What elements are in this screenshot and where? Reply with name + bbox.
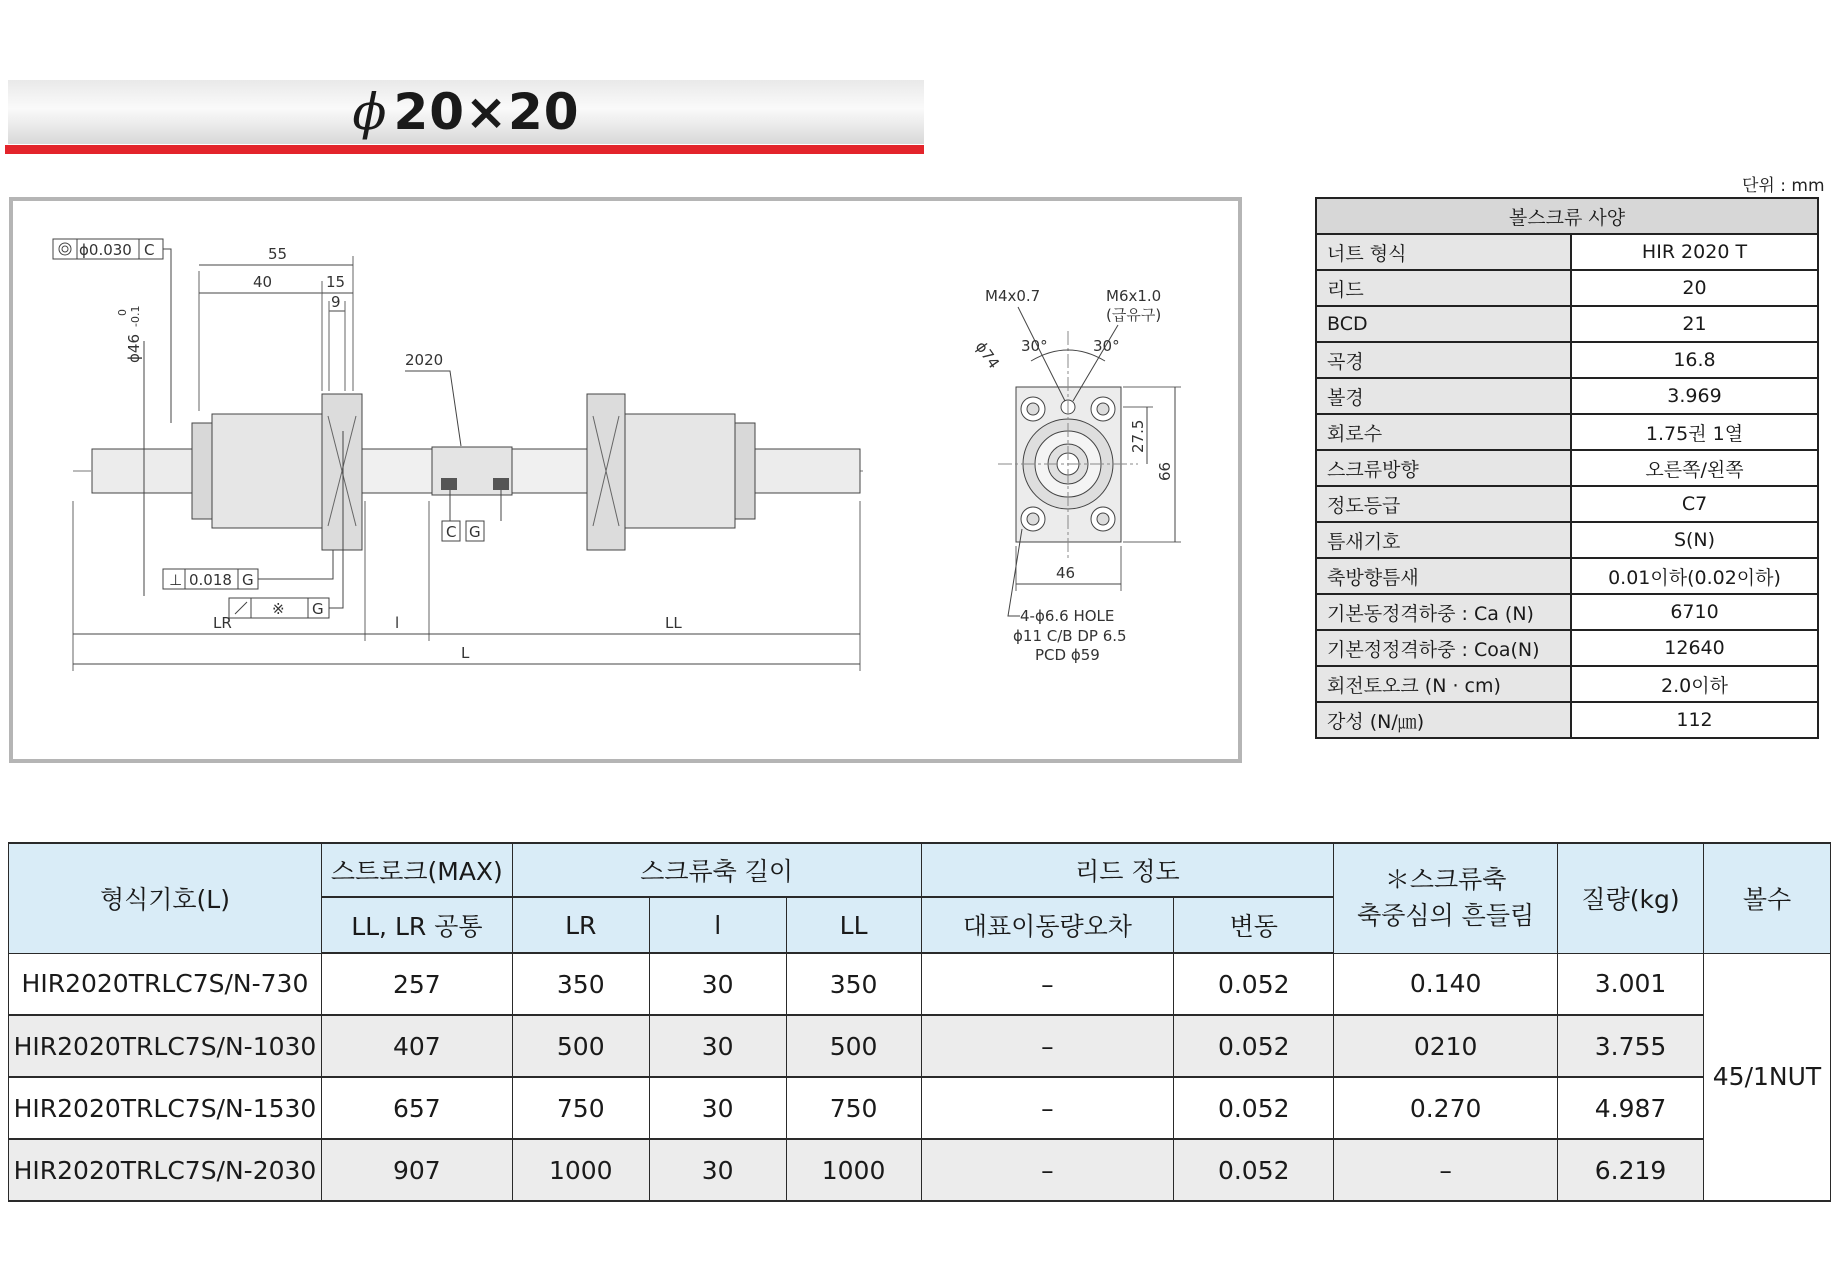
header-lead-accuracy: 리드 정도 <box>921 843 1334 897</box>
spec-row <box>1316 702 1818 738</box>
cell-mass: 6.219 <box>1558 1139 1704 1201</box>
svg-text:G: G <box>242 571 254 589</box>
model-table <box>8 842 1831 1202</box>
cell-ll: 500 <box>786 1015 921 1077</box>
title-underline <box>5 145 924 154</box>
svg-text:46: 46 <box>1056 564 1076 582</box>
title-text: 20×20 <box>393 83 580 141</box>
table-row <box>9 1139 1831 1201</box>
cell-l: 30 <box>649 1015 786 1077</box>
header-l: l <box>649 897 786 953</box>
svg-text:4-ϕ6.6 HOLE: 4-ϕ6.6 HOLE <box>1020 607 1115 625</box>
spec-rows <box>1316 234 1818 738</box>
spec-row <box>1316 450 1818 486</box>
svg-text:C: C <box>144 241 155 259</box>
drawing-svg <box>13 201 1238 759</box>
svg-text:0: 0 <box>116 309 129 316</box>
svg-text:M6x1.0: M6x1.0 <box>1106 287 1162 305</box>
header-stroke-sub: LL, LR 공통 <box>321 897 512 953</box>
svg-text:LL: LL <box>665 614 682 632</box>
cell-bolts: 45/1NUT <box>1703 953 1830 1201</box>
svg-text:LR: LR <box>213 614 232 632</box>
header-bolts: 볼수 <box>1703 843 1830 953</box>
header-shaft-length: 스크류축 길이 <box>512 843 921 897</box>
spec-label: 곡경 <box>1316 342 1571 378</box>
cell-ll: 750 <box>786 1077 921 1139</box>
header-variation: 변동 <box>1174 897 1334 953</box>
svg-text:ϕ74: ϕ74 <box>971 337 1004 373</box>
nut-left <box>212 414 332 528</box>
svg-text:l: l <box>395 614 400 632</box>
spec-value: 20 <box>1571 270 1818 306</box>
cell-model: HIR2020TRLC7S/N-2030 <box>9 1139 322 1201</box>
svg-text:-0.1: -0.1 <box>129 305 142 327</box>
table-row <box>9 953 1831 1015</box>
cell-travel-error: – <box>921 953 1174 1015</box>
spec-value: C7 <box>1571 486 1818 522</box>
cell-stroke: 407 <box>321 1015 512 1077</box>
spec-value: S(N) <box>1571 522 1818 558</box>
flange-front-view <box>998 331 1138 561</box>
cell-travel-error: – <box>921 1139 1174 1201</box>
header-stroke: 스트로크(MAX) <box>321 843 512 897</box>
table-row <box>9 1015 1831 1077</box>
spec-header: 볼스크류 사양 <box>1316 198 1818 234</box>
technical-drawing <box>9 197 1242 763</box>
cell-model: HIR2020TRLC7S/N-1530 <box>9 1077 322 1139</box>
cell-model: HIR2020TRLC7S/N-1030 <box>9 1015 322 1077</box>
svg-text:ϕ0.030: ϕ0.030 <box>79 241 132 259</box>
spec-label: 회로수 <box>1316 414 1571 450</box>
model-rows <box>9 953 1831 1201</box>
ballscrew-spec-table <box>1315 197 1819 739</box>
shaft-left-end <box>92 449 192 493</box>
shaft-right-end <box>755 449 860 493</box>
spec-row <box>1316 486 1818 522</box>
spec-label: 스크류방향 <box>1316 450 1571 486</box>
spec-value: 112 <box>1571 702 1818 738</box>
cell-ll: 1000 <box>786 1139 921 1201</box>
spec-label: 기본정정격하중 : Coa(N) <box>1316 630 1571 666</box>
spec-row <box>1316 414 1818 450</box>
cell-stroke: 257 <box>321 953 512 1015</box>
spec-value: 3.969 <box>1571 378 1818 414</box>
cell-stroke: 657 <box>321 1077 512 1139</box>
spec-value: 21 <box>1571 306 1818 342</box>
spec-value: 6710 <box>1571 594 1818 630</box>
svg-text:9: 9 <box>331 293 341 311</box>
cell-runout: 0210 <box>1334 1015 1558 1077</box>
spec-label: 축방향틈새 <box>1316 558 1571 594</box>
cell-l: 30 <box>649 953 786 1015</box>
cell-mass: 3.001 <box>1558 953 1704 1015</box>
spec-value: 12640 <box>1571 630 1818 666</box>
cell-runout: 0.270 <box>1334 1077 1558 1139</box>
spec-label: 기본동정격하중 : Ca (N) <box>1316 594 1571 630</box>
cell-lr: 1000 <box>512 1139 649 1201</box>
cell-model: HIR2020TRLC7S/N-730 <box>9 953 322 1015</box>
nut-right <box>625 414 735 528</box>
svg-text:27.5: 27.5 <box>1129 419 1147 453</box>
cell-stroke: 907 <box>321 1139 512 1201</box>
header-runout: ＊스크류축 축중심의 흔들림 <box>1334 843 1558 953</box>
spec-value: 1.75권 1열 <box>1571 414 1818 450</box>
page-title <box>8 80 924 144</box>
spec-label: 볼경 <box>1316 378 1571 414</box>
cell-lr: 750 <box>512 1077 649 1139</box>
svg-text:30°: 30° <box>1093 337 1120 355</box>
svg-text:※: ※ <box>272 600 285 618</box>
cell-l: 30 <box>649 1139 786 1201</box>
spec-row <box>1316 594 1818 630</box>
svg-text:G: G <box>312 600 324 618</box>
cell-lr: 500 <box>512 1015 649 1077</box>
spec-row <box>1316 342 1818 378</box>
svg-text:2020: 2020 <box>405 351 444 369</box>
svg-text:M4x0.7: M4x0.7 <box>985 287 1041 305</box>
svg-text:15: 15 <box>326 273 346 291</box>
spec-row <box>1316 558 1818 594</box>
spec-row <box>1316 234 1818 270</box>
spec-row <box>1316 306 1818 342</box>
cell-variation: 0.052 <box>1174 1015 1334 1077</box>
svg-text:⊥: ⊥ <box>169 571 183 589</box>
spec-label: 너트 형식 <box>1316 234 1571 270</box>
cell-runout: – <box>1334 1139 1558 1201</box>
title-banner <box>8 80 924 144</box>
svg-text:66: 66 <box>1156 461 1174 481</box>
spec-label: 강성 (N/㎛) <box>1316 702 1571 738</box>
svg-text:55: 55 <box>268 245 288 263</box>
cell-runout: 0.140 <box>1334 953 1558 1015</box>
spec-value: 오른쪽/왼쪽 <box>1571 450 1818 486</box>
header-model: 형식기호(L) <box>9 843 322 953</box>
svg-text:ϕ11 C/B DP 6.5: ϕ11 C/B DP 6.5 <box>1013 627 1127 645</box>
svg-text:(급유구): (급유구) <box>1106 306 1162 324</box>
svg-text:G: G <box>469 523 481 541</box>
spec-label: 틈새기호 <box>1316 522 1571 558</box>
svg-text:0.018: 0.018 <box>189 571 232 589</box>
cell-travel-error: – <box>921 1015 1174 1077</box>
cell-mass: 3.755 <box>1558 1015 1704 1077</box>
cell-variation: 0.052 <box>1174 1139 1334 1201</box>
spec-value: 2.0이하 <box>1571 666 1818 702</box>
header-mass: 질량(kg) <box>1558 843 1704 953</box>
spec-label: 리드 <box>1316 270 1571 306</box>
spec-value: 16.8 <box>1571 342 1818 378</box>
svg-text:PCD ϕ59: PCD ϕ59 <box>1035 646 1100 664</box>
header-lr: LR <box>512 897 649 953</box>
cell-mass: 4.987 <box>1558 1077 1704 1139</box>
spec-label: 회전토오크 (N · cm) <box>1316 666 1571 702</box>
svg-text:C: C <box>446 523 457 541</box>
spec-value: HIR 2020 T <box>1571 234 1818 270</box>
cell-lr: 350 <box>512 953 649 1015</box>
header-ll: LL <box>786 897 921 953</box>
cell-variation: 0.052 <box>1174 1077 1334 1139</box>
unit-label: 단위 : mm <box>1742 176 1825 196</box>
cell-l: 30 <box>649 1077 786 1139</box>
cell-variation: 0.052 <box>1174 953 1334 1015</box>
table-row <box>9 1077 1831 1139</box>
header-travel-error: 대표이동량오차 <box>921 897 1174 953</box>
spec-value: 0.01이하(0.02이하) <box>1571 558 1818 594</box>
spec-label: 정도등급 <box>1316 486 1571 522</box>
spec-row <box>1316 270 1818 306</box>
cell-travel-error: – <box>921 1077 1174 1139</box>
svg-text:ϕ46: ϕ46 <box>125 334 143 363</box>
spec-row <box>1316 630 1818 666</box>
svg-text:40: 40 <box>253 273 273 291</box>
spec-row <box>1316 522 1818 558</box>
spec-row <box>1316 666 1818 702</box>
svg-text:L: L <box>461 644 470 662</box>
cell-ll: 350 <box>786 953 921 1015</box>
spec-label: BCD <box>1316 306 1571 342</box>
spec-row <box>1316 378 1818 414</box>
phi-symbol: ϕ <box>352 83 388 141</box>
svg-text:30°: 30° <box>1021 337 1048 355</box>
